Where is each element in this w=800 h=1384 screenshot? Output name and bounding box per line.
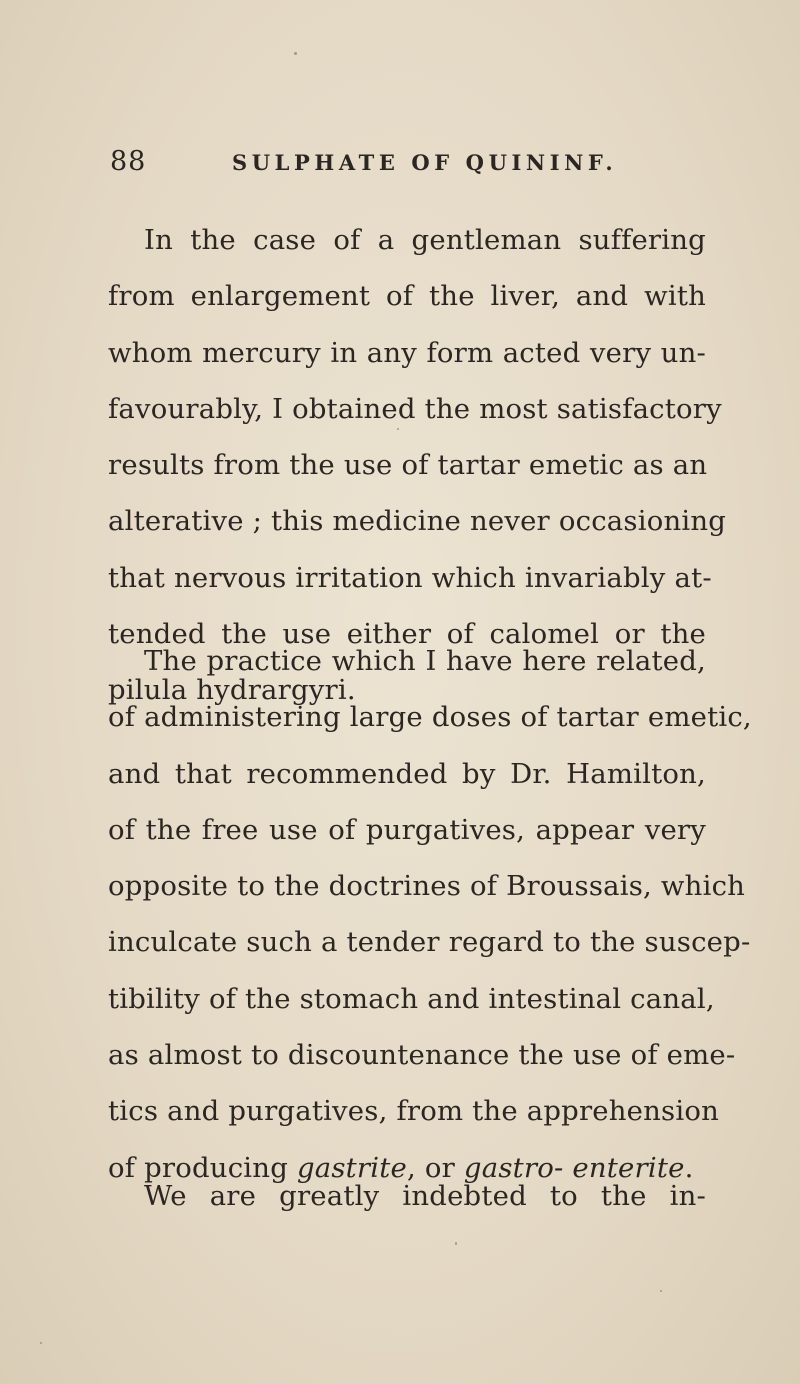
paragraph-line: of the free use of purgatives, appear very [108,813,706,846]
paragraph-line: opposite to the doctrines of Broussais, which [108,870,746,903]
italic-term: gastro- enterite [463,1151,685,1184]
paragraph-line: tibility of the stomach and intestinal canal, [108,982,715,1015]
paragraph-line: tics and purgatives, from the apprehension [108,1095,720,1128]
paper-speck [455,1242,457,1245]
paragraph-line: whom mercury in any form acted very un- [108,336,706,369]
paragraph-line: as almost to discountenance the use of eme- [108,1039,736,1072]
paragraph-3 [108,1168,706,1224]
paragraph-line: results from the use of tartar emetic as an [108,449,708,482]
paragraph-line: The practice which I have here related, [144,645,706,677]
paragraph-line: and that recommended by Dr. Hamilton, [108,757,706,790]
paragraph-line: In the case of a gentleman suffering [144,224,706,256]
paragraph-line: from enlargement of the liver, and with [108,280,706,313]
paper-speck [40,1342,42,1344]
running-head: SULPHATE OF QUININF. [232,150,618,175]
paragraph-line: of producing gastrite, or gastro- enterite. [108,1151,694,1184]
paragraph-2 [108,633,752,1196]
italic-term: gastrite [296,1151,407,1184]
paragraph-line: We are greatly indebted to the in- [144,1180,706,1212]
paragraph-line: that nervous irritation which invariably at- [108,561,712,594]
paragraph-line: inculcate such a tender regard to the suscep- [108,926,751,959]
paper-speck [294,52,297,55]
paragraph-line: favourably, I obtained the most satisfactory [108,392,722,425]
paragraph-line: alterative ; this medicine never occasioning [108,505,727,538]
page-number: 88 [110,146,147,177]
paper-speck [660,1290,662,1292]
paper-speck [397,428,399,430]
paragraph-line: tended the use either of calomel or the [108,618,706,651]
paragraph-line: pilula hydrargyri. [108,674,356,707]
paragraph-line: of administering large doses of tartar emetic, [108,701,752,734]
page-header [0,146,800,186]
